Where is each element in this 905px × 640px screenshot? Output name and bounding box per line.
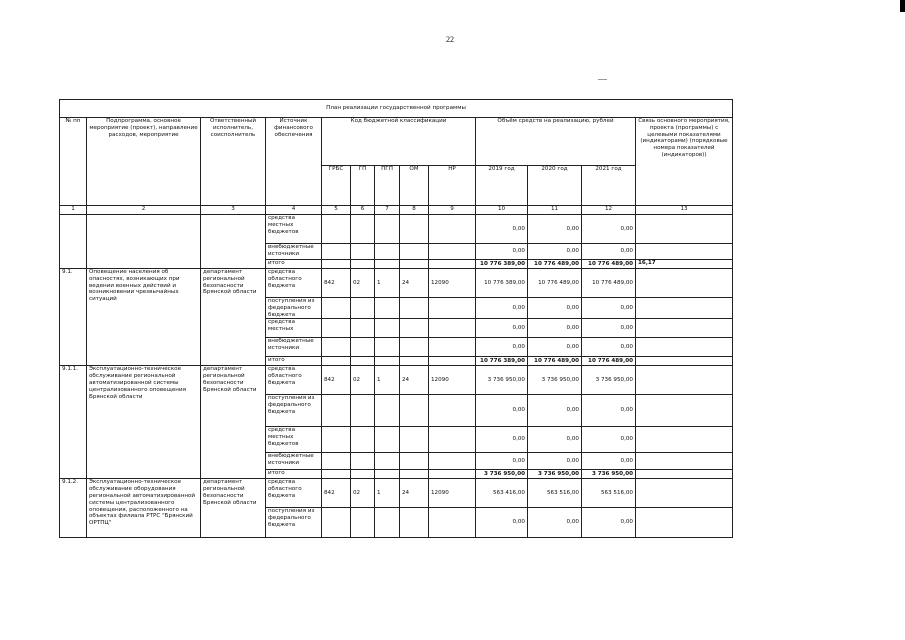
table-row [60, 366, 733, 395]
header-2020: 2020 год [528, 166, 582, 206]
cell-v3: 0,00 [582, 395, 636, 427]
cell-v3: 0,00 [582, 319, 636, 338]
cell-link: 16,17 [636, 260, 733, 269]
cell-np [429, 260, 476, 269]
cell-np [429, 244, 476, 260]
cell-np: 12090 [429, 479, 476, 508]
cell-pgp [375, 338, 400, 357]
scan-artifact [598, 79, 607, 80]
header-gp: ГП [351, 166, 375, 206]
cell-v1: 3 736 950,00 [476, 470, 528, 479]
column-number: 8 [400, 206, 429, 215]
cell-v2: 0,00 [528, 215, 582, 244]
cell-v2: 10 776 489,00 [528, 269, 582, 298]
table-row [60, 215, 733, 244]
header-source: Источник финансового обеспечения [266, 118, 322, 206]
cell-gp [351, 244, 375, 260]
cell-exec: департамент региональной безопасности Брянской области [201, 366, 266, 479]
cell-grbs [322, 338, 351, 357]
cell-v3: 0,00 [582, 427, 636, 453]
cell-gp: 02 [351, 269, 375, 298]
cell-pgp [375, 453, 400, 470]
cell-src: поступления из федерального бюджета [266, 395, 322, 427]
cell-v2: 10 776 489,00 [528, 260, 582, 269]
column-number: 13 [636, 206, 733, 215]
cell-v1: 10 776 389,00 [476, 260, 528, 269]
header-2021: 2021 год [582, 166, 636, 206]
cell-src: средства областного бюджета [266, 269, 322, 298]
cell-om [400, 338, 429, 357]
cell-np [429, 298, 476, 319]
cell-v3: 10 776 489,00 [582, 357, 636, 366]
cell-link [636, 298, 733, 319]
cell-v2: 0,00 [528, 427, 582, 453]
table-row [60, 479, 733, 508]
cell-link [636, 453, 733, 470]
cell-v2: 3 736 950,00 [528, 366, 582, 395]
header-2019: 2019 год [476, 166, 528, 206]
header-link: Связь основного мероприятия, проекта (программы) с целевыми показателями (индикаторами) (порядковые номера показателей (индикаторов)) [636, 118, 733, 206]
cell-gp [351, 453, 375, 470]
cell-grbs [322, 508, 351, 538]
column-number: 1 [60, 206, 87, 215]
cell-gp [351, 260, 375, 269]
cell-v2: 0,00 [528, 395, 582, 427]
cell-link [636, 427, 733, 453]
cell-src: итого [266, 357, 322, 366]
column-number: 4 [266, 206, 322, 215]
cell-link [636, 357, 733, 366]
column-number: 9 [429, 206, 476, 215]
header-num: № пп [60, 118, 87, 206]
header-executor: Ответственный исполнитель, соисполнитель [201, 118, 266, 206]
cell-gp [351, 298, 375, 319]
column-number: 5 [322, 206, 351, 215]
cell-src: итого [266, 470, 322, 479]
cell-np [429, 215, 476, 244]
cell-om [400, 215, 429, 244]
column-number: 7 [375, 206, 400, 215]
cell-v2: 3 736 950,00 [528, 470, 582, 479]
cell-om [400, 470, 429, 479]
cell-np [429, 357, 476, 366]
cell-np [429, 427, 476, 453]
table-title: План реализации государственной программы [60, 100, 733, 118]
cell-v1: 0,00 [476, 298, 528, 319]
cell-om [400, 427, 429, 453]
cell-grbs [322, 395, 351, 427]
column-number: 2 [87, 206, 201, 215]
cell-pgp: 1 [375, 479, 400, 508]
column-number: 12 [582, 206, 636, 215]
cell-om: 24 [400, 479, 429, 508]
header-om: ОМ [400, 166, 429, 206]
cell-grbs [322, 470, 351, 479]
cell-v3: 563 516,00 [582, 479, 636, 508]
cell-name: Эксплуатационно-техническое обслуживание региональной автоматизированной системы централизованного оповещения Брянской области [87, 366, 201, 479]
cell-pgp [375, 395, 400, 427]
cell-pgp: 1 [375, 269, 400, 298]
cell-v1: 3 736 950,00 [476, 366, 528, 395]
cell-v1: 0,00 [476, 395, 528, 427]
cell-pgp [375, 427, 400, 453]
cell-v2: 0,00 [528, 298, 582, 319]
cell-grbs: 842 [322, 269, 351, 298]
cell-grbs: 842 [322, 366, 351, 395]
cell-src: внебюджетные источники [266, 453, 322, 470]
cell-name: Эксплуатационно-техническое обслуживание оборудования региональной автоматизированной системы централизованного оповещения, расположенного на объектах филиала РТРС "Брянский ОРТПЦ" [87, 479, 201, 538]
cell-om [400, 319, 429, 338]
cell-v2: 0,00 [528, 453, 582, 470]
cell-pgp: 1 [375, 366, 400, 395]
cell-name: Оповещение населения об опасностях, возникающих при ведении военных действий и возникновении чрезвычайных ситуаций [87, 269, 201, 366]
cell-gp [351, 427, 375, 453]
cell-src: средства областного бюджета [266, 479, 322, 508]
header-budget-code: Код бюджетной классификации [322, 118, 476, 166]
cell-grbs [322, 427, 351, 453]
cell-num [60, 215, 87, 269]
header-funds: Объём средств на реализацию, рублей [476, 118, 636, 166]
cell-om [400, 395, 429, 427]
scan-edge-mark [900, 0, 905, 12]
column-number: 10 [476, 206, 528, 215]
cell-exec [201, 215, 266, 269]
cell-grbs: 842 [322, 479, 351, 508]
cell-pgp [375, 470, 400, 479]
cell-src: внебюджетные источники [266, 338, 322, 357]
cell-np [429, 319, 476, 338]
table-row [60, 269, 733, 298]
cell-link [636, 338, 733, 357]
cell-src: итого [266, 260, 322, 269]
cell-gp [351, 215, 375, 244]
cell-src: средства местных бюджетов [266, 215, 322, 244]
cell-v1: 563 416,00 [476, 479, 528, 508]
program-plan-table-wrap [59, 99, 733, 538]
cell-v2: 0,00 [528, 244, 582, 260]
cell-np [429, 470, 476, 479]
cell-src: средства местных [266, 319, 322, 338]
cell-gp [351, 508, 375, 538]
cell-link [636, 395, 733, 427]
cell-pgp [375, 298, 400, 319]
cell-num: 9.1.1. [60, 366, 87, 479]
cell-v3: 0,00 [582, 453, 636, 470]
column-number: 6 [351, 206, 375, 215]
cell-v3: 10 776 489,00 [582, 269, 636, 298]
cell-gp [351, 357, 375, 366]
cell-np: 12090 [429, 269, 476, 298]
cell-om: 24 [400, 269, 429, 298]
cell-link [636, 244, 733, 260]
cell-v1: 0,00 [476, 319, 528, 338]
cell-gp [351, 319, 375, 338]
cell-om: 24 [400, 366, 429, 395]
cell-pgp [375, 215, 400, 244]
cell-num: 9.1. [60, 269, 87, 366]
cell-v1: 0,00 [476, 244, 528, 260]
cell-link [636, 479, 733, 508]
cell-v2: 0,00 [528, 319, 582, 338]
cell-grbs [322, 215, 351, 244]
cell-src: поступления из федерального бюджета [266, 298, 322, 319]
cell-v1: 0,00 [476, 215, 528, 244]
cell-grbs [322, 260, 351, 269]
cell-num: 9.1.2. [60, 479, 87, 538]
cell-exec: департамент региональной безопасности Брянской области [201, 269, 266, 366]
cell-v1: 0,00 [476, 453, 528, 470]
cell-name [87, 215, 201, 269]
header-name: Подпрограмма, основное мероприятие (проект), направление расходов, мероприятие [87, 118, 201, 206]
cell-np [429, 453, 476, 470]
header-np: НР [429, 166, 476, 206]
cell-om [400, 298, 429, 319]
cell-gp: 02 [351, 479, 375, 508]
cell-v3: 0,00 [582, 298, 636, 319]
cell-link [636, 319, 733, 338]
cell-link [636, 269, 733, 298]
cell-v3: 0,00 [582, 508, 636, 538]
cell-np: 12090 [429, 366, 476, 395]
cell-v2: 10 776 489,00 [528, 357, 582, 366]
cell-grbs [322, 244, 351, 260]
cell-src: поступления из федерального бюджета [266, 508, 322, 538]
cell-np [429, 395, 476, 427]
cell-src: средства местных бюджетов [266, 427, 322, 453]
cell-pgp [375, 357, 400, 366]
cell-om [400, 508, 429, 538]
cell-src: внебюджетные источники [266, 244, 322, 260]
cell-pgp [375, 319, 400, 338]
cell-v1: 10 776 389,00 [476, 357, 528, 366]
cell-gp [351, 395, 375, 427]
cell-grbs [322, 357, 351, 366]
header-pgp: ПГП [375, 166, 400, 206]
cell-gp [351, 470, 375, 479]
cell-v3: 0,00 [582, 338, 636, 357]
cell-grbs [322, 319, 351, 338]
cell-v3: 3 736 950,00 [582, 366, 636, 395]
cell-v1: 10 776 389,00 [476, 269, 528, 298]
cell-om [400, 357, 429, 366]
cell-src: средства областного бюджета [266, 366, 322, 395]
cell-gp: 02 [351, 366, 375, 395]
program-plan-table [59, 99, 733, 538]
cell-link [636, 470, 733, 479]
cell-v3: 3 736 950,00 [582, 470, 636, 479]
cell-v3: 0,00 [582, 244, 636, 260]
cell-pgp [375, 260, 400, 269]
cell-link [636, 366, 733, 395]
cell-exec: департамент региональной безопасности Брянской области [201, 479, 266, 538]
column-number: 3 [201, 206, 266, 215]
cell-v3: 0,00 [582, 215, 636, 244]
page-number: 22 [446, 35, 454, 44]
cell-v2: 0,00 [528, 508, 582, 538]
cell-grbs [322, 453, 351, 470]
cell-pgp [375, 508, 400, 538]
cell-v1: 0,00 [476, 508, 528, 538]
cell-om [400, 453, 429, 470]
cell-om [400, 244, 429, 260]
cell-gp [351, 338, 375, 357]
cell-v1: 0,00 [476, 427, 528, 453]
column-number: 11 [528, 206, 582, 215]
cell-link [636, 508, 733, 538]
cell-v2: 0,00 [528, 338, 582, 357]
cell-v3: 10 776 489,00 [582, 260, 636, 269]
cell-om [400, 260, 429, 269]
cell-np [429, 338, 476, 357]
cell-link [636, 215, 733, 244]
cell-grbs [322, 298, 351, 319]
cell-v1: 0,00 [476, 338, 528, 357]
cell-np [429, 508, 476, 538]
cell-pgp [375, 244, 400, 260]
cell-v2: 563 516,00 [528, 479, 582, 508]
header-grbs: ГРБС [322, 166, 351, 206]
